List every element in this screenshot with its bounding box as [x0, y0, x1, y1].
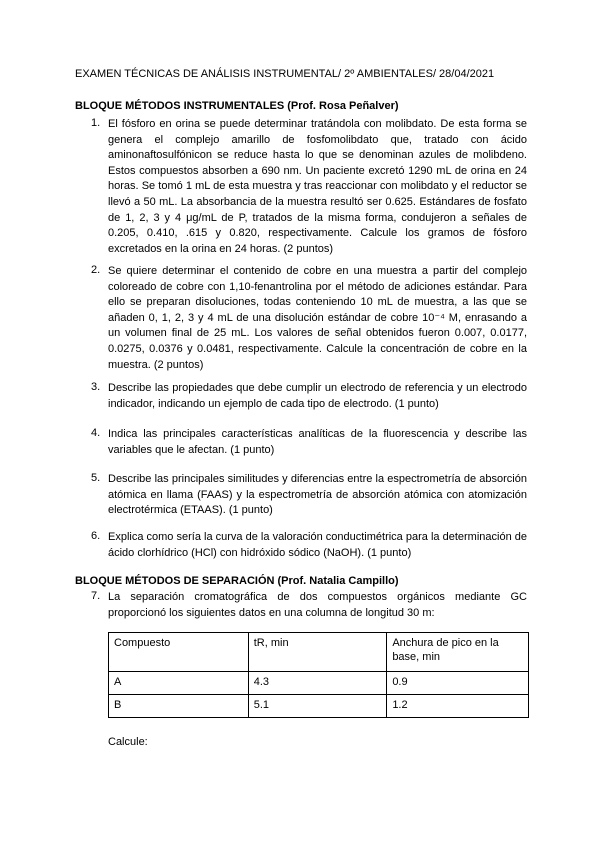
table-header-row — [109, 633, 529, 672]
question-text: Se quiere determinar el contenido de cobre en una muestra a partir del complejo coloreado de cobre con 1,10-fenantrolina por el método de adiciones estándar. Para ello se preparan disoluciones, todas conteniendo 10 mL de muestra, a las que se añaden 0, 1, 2, 3 y 4 mL de una disolución estándar de cobre 10⁻⁴ M, enrasando a un volumen final de 25 mL. Los valores de señal obtenidos fueron 0.007, 0.0177, 0.0275, 0.0376 y 0.0481, respectivamente. Calcule la concentración de cobre en la muestra. (2 puntos) — [108, 265, 527, 371]
question-1 — [91, 117, 527, 257]
table-row — [109, 672, 529, 695]
table-header-cell: Compuesto — [109, 633, 249, 672]
table-cell: A — [109, 672, 249, 695]
table-header-cell: Anchura de pico en la base, min — [387, 633, 529, 672]
question-3 — [91, 381, 527, 412]
question-text: El fósforo en orina se puede determinar tratándola con molibdato. De esta forma se genera el complejo amarillo de fosfomolibdato que, tratado con ácido aminonaftosulfónicon se reduce hasta lo que se denominan azules de molibdeno. Estos compuestos absorben a 690 nm. Un paciente excretó 1290 mL de orina en 24 horas. Se tomó 1 mL de esta muestra y tras reaccionar con molibdato y el reductor se llevó a 50 mL. La absorbancia de la muestra resultó ser 0.625. Estándares de fosfato de 1, 2, 3 y 4 μg/mL de P, tratados de la misma forma, condujeron a señales de 0.205, 0.410, .615 y 0.820, respectivamente. Calcule los gramos de fósforo excretados en la orina en 24 horas. (2 puntos) — [108, 118, 527, 255]
question-number: 5. — [91, 472, 101, 484]
section-title-instrumental: BLOQUE MÉTODOS INSTRUMENTALES (Prof. Rosa Peñalver) — [75, 100, 399, 112]
table-cell: 0.9 — [387, 672, 529, 695]
table-cell: 4.3 — [248, 672, 387, 695]
question-number: 3. — [91, 381, 101, 393]
question-text: Describe las propiedades que debe cumplir un electrodo de referencia y un electrodo indicador, indicando un ejemplo de cada tipo de electrodo. (1 punto) — [108, 382, 527, 410]
question-number: 4. — [91, 427, 101, 439]
question-7 — [91, 590, 527, 621]
table-header-cell: tR, min — [248, 633, 387, 672]
chromatography-data-table — [108, 632, 529, 718]
table-row — [109, 695, 529, 718]
table-cell: 1.2 — [387, 695, 529, 718]
question-text: Indica las principales características analíticas de la fluorescencia y describe las variables que le afectan. (1 punto) — [108, 428, 527, 456]
question-text: Explica como sería la curva de la valoración conductimétrica para la determinación de ácido clorhídrico (HCl) con hidróxido sódico (NaOH). (1 punto) — [108, 531, 527, 559]
question-2 — [91, 264, 527, 373]
question-text: Describe las principales similitudes y diferencias entre la espectrometría de absorción atómica en llama (FAAS) y la espectrometría de absorción atómica con atomización electrotérmica (ETAAS). (1 punto) — [108, 473, 527, 517]
question-number: 6. — [91, 530, 101, 542]
question-6 — [91, 530, 527, 561]
document-header: EXAMEN TÉCNICAS DE ANÁLISIS INSTRUMENTAL/ 2º AMBIENTALES/ 28/04/2021 — [75, 68, 495, 80]
question-5 — [91, 472, 527, 519]
question-4 — [91, 427, 527, 458]
question-text: La separación cromatográfica de dos compuestos orgánicos mediante GC proporcionó los siguientes datos en una columna de longitud 30 m: — [108, 591, 527, 619]
question-number: 2. — [91, 264, 101, 276]
table-cell: B — [109, 695, 249, 718]
section-title-separacion: BLOQUE MÉTODOS DE SEPARACIÓN (Prof. Natalia Campillo) — [75, 575, 399, 587]
question-number: 1. — [91, 117, 101, 129]
calculate-label: Calcule: — [108, 736, 148, 748]
question-number: 7. — [91, 590, 101, 602]
table-cell: 5.1 — [248, 695, 387, 718]
